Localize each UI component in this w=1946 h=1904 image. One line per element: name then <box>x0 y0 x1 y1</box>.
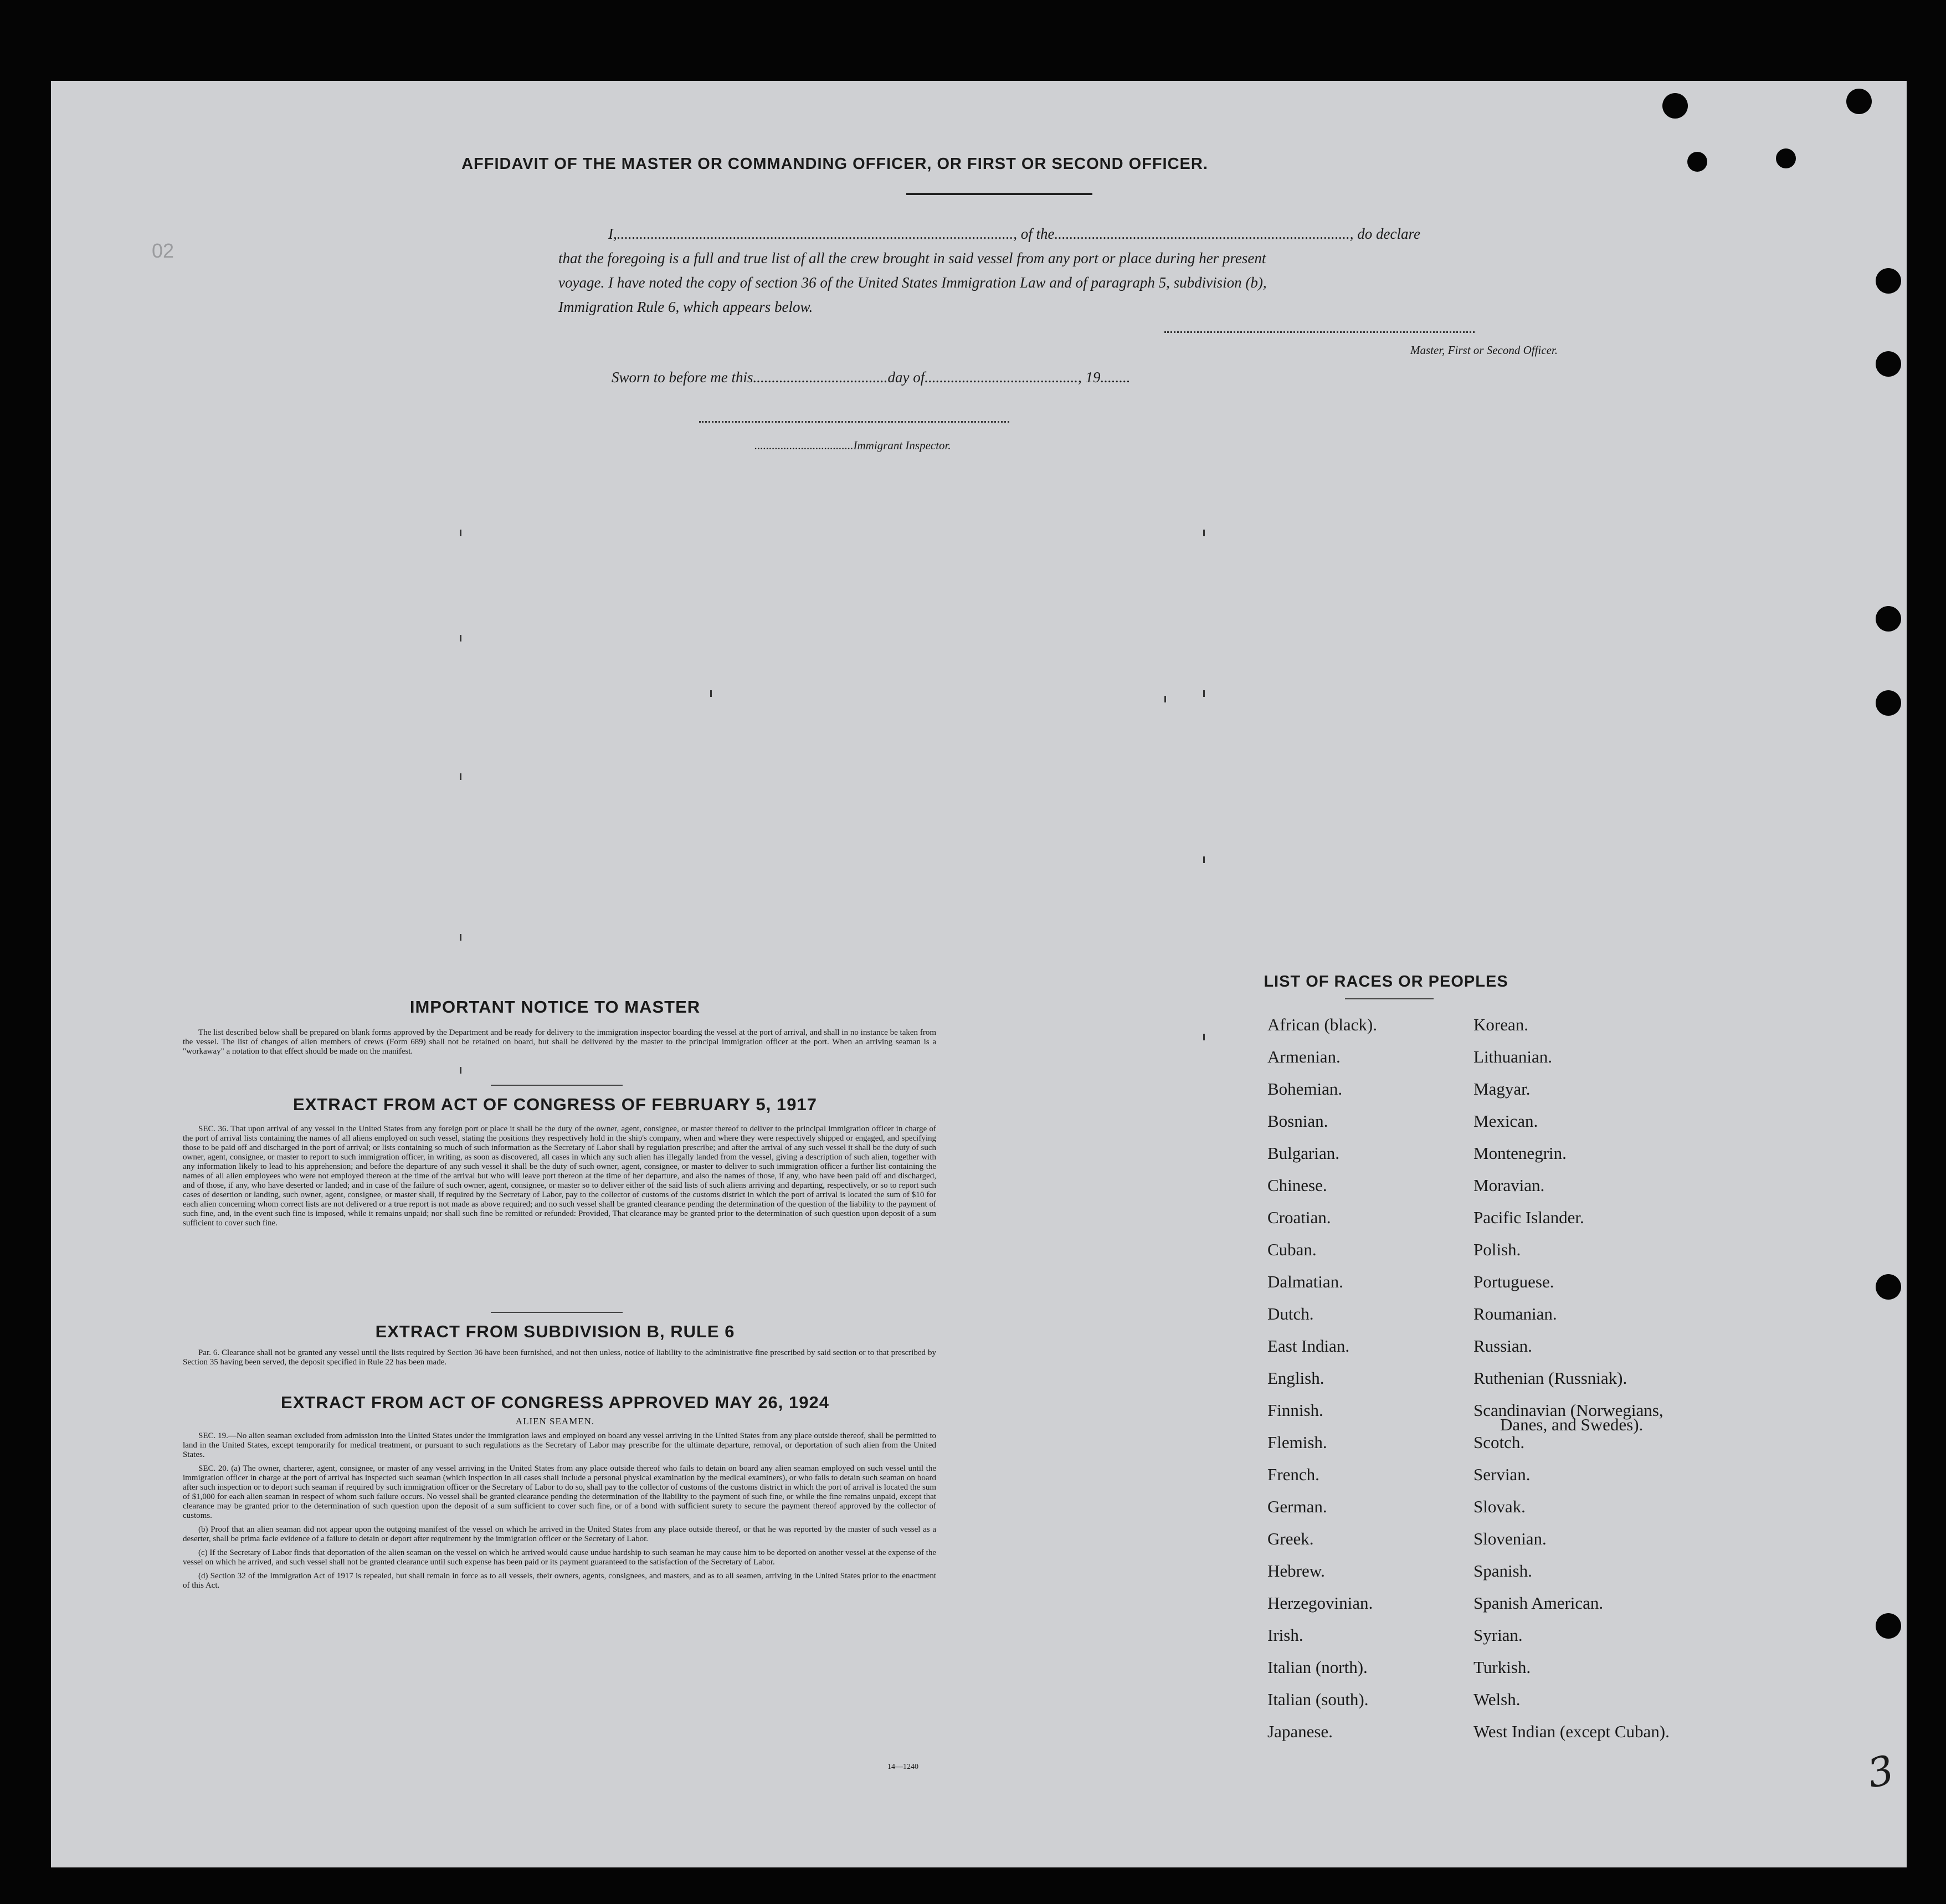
notice-title: IMPORTANT NOTICE TO MASTER <box>409 997 701 1017</box>
signature-caption: Master, First or Second Officer. <box>1410 343 1558 357</box>
extract-1924-block <box>183 1431 936 1592</box>
form-sheet <box>51 81 1907 1867</box>
race-item: Servian. <box>1473 1465 1531 1484</box>
race-item: German. <box>1267 1497 1327 1516</box>
sworn-line: Sworn to before me this....................................day of........................................., 19........ <box>612 369 1131 386</box>
divider <box>491 1312 623 1313</box>
race-item: Finnish. <box>1267 1400 1323 1420</box>
affidavit-line-1: I,.........................................................................................................., of the..............................................................................., do declare <box>608 225 1420 242</box>
race-item: West Indian (except Cuban). <box>1473 1722 1670 1741</box>
column-tick <box>1203 530 1205 536</box>
race-item: Croatian. <box>1267 1208 1331 1227</box>
race-item: Irish. <box>1267 1625 1303 1645</box>
race-item: Slovenian. <box>1473 1529 1547 1548</box>
race-item: Cuban. <box>1267 1240 1317 1259</box>
race-item: Japanese. <box>1267 1722 1333 1741</box>
column-tick <box>710 690 712 697</box>
binder-hole <box>1846 89 1872 114</box>
race-item: English. <box>1267 1368 1324 1388</box>
handwritten-page-number: 3 <box>1863 1746 1898 1797</box>
extract-1917-text: SEC. 36. That upon arrival of any vessel in the United States from any foreign port or place it shall be the duty of the owner, agent, consignee, or master thereof to deliver to the principal immigration officer in charge of the port of arrival lists containing the names of all aliens employed on such vessel, stating the positions they respectively hold in the ship's company, when and where they were respectively shipped or engaged, and specifying those to be paid off and discharged in the port of arrival; or lists containing so much of such information as the Secretary of Labor shall by regulation prescribe; and after the arrival of any such vessel it shall be the duty of such owner, agent, consignee, or master to report to such immigration officer, in writing, as soon as discovered, all cases in which any such alien has illegally landed from the vessel, giving a description of such alien, together with any information likely to lead to his apprehension; and before the departure of any such vessel it shall be the duty of such owner, agent, consignee, or master to deliver to such immigration officer a further list containing the names of all alien employees who were not employed thereon at the time of the arrival but who will leave port thereon at the time of her departure, and also the names of those, if any, who have been paid off and discharged, and of those, if any, who have deserted or landed; and in case of the failure of such owner, agent, consignee, or master so to deliver either of the said lists of such aliens arriving and departing, respectively, or so to report such cases of desertion or landing, such owner, agent, consignee, or master shall, if required by the Secretary of Labor, pay to the collector of customs of the customs district in which the port of arrival is located the sum of $10 for each alien concerning whom correct lists are not delivered or a true report is not made as above required; and no such vessel shall be granted clearance pending the determination of the question of the liability to the payment of such fine, and, in the event such fine is imposed, while it remains unpaid; nor shall such fine be remitted or refunded: Provided, That clearance may be granted prior to the determination of such question upon deposit of a sum sufficient to cover such fine. <box>183 1125 936 1228</box>
race-item: Russian. <box>1473 1336 1532 1356</box>
race-item: Flemish. <box>1267 1433 1327 1452</box>
extract-1917-title: EXTRACT FROM ACT OF CONGRESS OF FEBRUARY 5, 1917 <box>293 1095 817 1114</box>
inspector-signature-line <box>699 421 1009 423</box>
race-item: Chinese. <box>1267 1176 1327 1195</box>
race-item: Turkish. <box>1473 1657 1531 1677</box>
column-tick <box>1203 856 1205 863</box>
race-item: Pacific Islander. <box>1473 1208 1584 1227</box>
race-item: Armenian. <box>1267 1047 1341 1066</box>
race-item: Greek. <box>1267 1529 1314 1548</box>
races-title: LIST OF RACES OR PEOPLES <box>1264 973 1508 991</box>
race-item: Spanish American. <box>1473 1593 1604 1613</box>
race-item: Herzegovinian. <box>1267 1593 1373 1613</box>
race-item: French. <box>1267 1465 1319 1484</box>
form-number: 14—1240 <box>887 1763 918 1771</box>
race-item: Hebrew. <box>1267 1561 1325 1580</box>
race-item: Moravian. <box>1473 1176 1545 1195</box>
sec-20c-text: (c) If the Secretary of Labor finds that deportation of the alien seaman on the vessel on which he arrived would cause undue hardship to such seaman he may cause him to be deported on another vessel at the expense of the vessel on which he arrived, and such vessel shall not be granted clearance until such expense has been paid or its payment guaranteed to the satisfaction of the Secretary of Labor. <box>183 1548 936 1567</box>
affidavit-line-3: voyage. I have noted the copy of section 36 of the United States Immigration Law and of paragraph 5, subdivision (b), <box>558 274 1267 291</box>
affidavit-body <box>558 222 1555 319</box>
races-left-column <box>1267 1015 1467 1754</box>
affidavit-line-4: Immigration Rule 6, which appears below. <box>558 299 813 315</box>
extract-rule6-block <box>183 1348 936 1368</box>
binder-hole <box>1876 1274 1901 1300</box>
race-item: Scotch. <box>1473 1433 1525 1452</box>
race-item: Magyar. <box>1473 1079 1531 1099</box>
race-item: Slovak. <box>1473 1497 1526 1516</box>
binder-hole <box>1876 268 1901 294</box>
column-tick <box>460 773 461 780</box>
sec-20d-text: (d) Section 32 of the Immigration Act of 1917 is repealed, but shall remain in force as to all vessels, their owners, agents, consignees, and masters, and as to all seamen, arriving in the United States prior to the enactment of this Act. <box>183 1572 936 1590</box>
column-tick <box>1203 690 1205 697</box>
extract-1924-subtitle: ALIEN SEAMEN. <box>515 1416 595 1426</box>
race-item: Polish. <box>1473 1240 1521 1259</box>
race-item: Korean. <box>1473 1015 1528 1034</box>
race-item: Italian (north). <box>1267 1657 1368 1677</box>
column-tick <box>460 530 461 536</box>
column-tick <box>460 1067 461 1074</box>
faint-corner-number: 02 <box>152 239 174 262</box>
race-item: Dutch. <box>1267 1304 1314 1323</box>
race-item: Dalmatian. <box>1267 1272 1343 1291</box>
race-item: Scandinavian (Norwegians, <box>1473 1400 1663 1420</box>
race-item: Welsh. <box>1473 1690 1521 1709</box>
race-item: Bohemian. <box>1267 1079 1343 1099</box>
title-underline <box>906 193 1092 195</box>
divider <box>491 1085 623 1086</box>
extract-1924-title: EXTRACT FROM ACT OF CONGRESS APPROVED MAY 26, 1924 <box>281 1393 829 1412</box>
column-tick <box>1164 696 1166 702</box>
race-item: Roumanian. <box>1473 1304 1557 1323</box>
column-tick <box>460 934 461 941</box>
inspector-caption: ..................................Immigrant Inspector. <box>754 439 951 452</box>
affidavit-title: AFFIDAVIT OF THE MASTER OR COMMANDING OFFICER, OR FIRST OR SECOND OFFICER. <box>461 155 1208 173</box>
column-tick <box>460 635 461 641</box>
race-item: Syrian. <box>1473 1625 1523 1645</box>
race-item: African (black). <box>1267 1015 1377 1034</box>
notice-text-block <box>183 1028 936 1058</box>
race-item: Bosnian. <box>1267 1111 1328 1131</box>
race-item: Ruthenian (Russniak). <box>1473 1368 1627 1388</box>
race-item: East Indian. <box>1267 1336 1350 1356</box>
binder-hole <box>1876 690 1901 716</box>
affidavit-line-2: that the foregoing is a full and true list of all the crew brought in said vessel from any port or place during her present <box>558 250 1266 266</box>
race-item-continuation: Danes, and Swedes). <box>1500 1415 1644 1434</box>
race-item: Lithuanian. <box>1473 1047 1553 1066</box>
binder-hole <box>1876 1613 1901 1639</box>
extract-1917-block <box>183 1125 936 1229</box>
signature-line <box>1164 331 1475 333</box>
notice-text: The list described below shall be prepared on blank forms approved by the Department and be ready for delivery to the immigration inspector boarding the vessel at the port of arrival, and shall in no instance be taken from the vessel. The list of changes of alien members of crews (Form 689) shall not be retained on board, but shall be delivered by the master to the principal immigration officer at the port. When an arriving seaman is a "workaway" a notation to that effect should be made on the manifest. <box>183 1028 936 1056</box>
race-item: Mexican. <box>1473 1111 1538 1131</box>
race-item: Italian (south). <box>1267 1690 1369 1709</box>
binder-hole <box>1776 148 1796 168</box>
binder-hole <box>1876 606 1901 632</box>
sec-19-text: SEC. 19.—No alien seaman excluded from admission into the United States under the immigration laws and employed on board any vessel arriving in the United States from any place outside thereof, shall be permitted to land in the United States, except temporarily for medical treatment, or pursuant to such regulations as the Secretary of Labor may prescribe for the ultimate departure, removal, or deportation of such alien from the United States. <box>183 1431 936 1459</box>
binder-hole <box>1876 351 1901 377</box>
column-tick <box>1203 1034 1205 1040</box>
binder-hole <box>1662 93 1688 119</box>
sec-20b-text: (b) Proof that an alien seaman did not appear upon the outgoing manifest of the vessel on which he arrived in the United States from any place outside thereof, or that he was reported by the master of such vessel as a deserter, shall be prima facie evidence of a failure to detain or deport after requirement by the immigration officer or the Secretary of Labor. <box>183 1525 936 1543</box>
race-item: Bulgarian. <box>1267 1143 1339 1163</box>
race-item: Spanish. <box>1473 1561 1532 1580</box>
race-item: Portuguese. <box>1473 1272 1554 1291</box>
races-underline <box>1345 998 1434 999</box>
races-right-column <box>1473 1015 1750 1754</box>
extract-rule6-text: Par. 6. Clearance shall not be granted any vessel until the lists required by Section 36 have been furnished, and not then unless, notice of liability to the administrative fine prescribed by said section or to that prescribed by Section 35 having been served, the deposit specified in Rule 22 has been made. <box>183 1348 936 1367</box>
extract-rule6-title: EXTRACT FROM SUBDIVISION B, RULE 6 <box>375 1322 735 1341</box>
sec-20a-text: SEC. 20. (a) The owner, charterer, agent, consignee, or master of any vessel arriving in the United States from any place outside thereof who fails to detain on board any alien seaman employed on such vessel until the immigration officer in charge at the port of arrival has inspected such seaman (which inspection in all cases shall include a personal physical examination by the medical examiners), or who fails to detain such seaman on board after such inspection or to deport such seaman if required by such immigration officer or the Secretary of Labor to do so, shall pay to the collector of customs of the customs district in which the port of arrival is located the sum of $1,000 for each alien seaman in respect of whom such failure occurs. No vessel shall be granted clearance pending the determination of the liability to the payment of such fine, or while the fine remains unpaid, except that clearance may be granted prior to the determination of such question upon the deposit of a sum sufficient to cover such fine, or of a bond with sufficient surety to secure the payment thereof approved by the collector of customs. <box>183 1464 936 1520</box>
binder-hole <box>1687 152 1707 172</box>
race-item: Montenegrin. <box>1473 1143 1567 1163</box>
